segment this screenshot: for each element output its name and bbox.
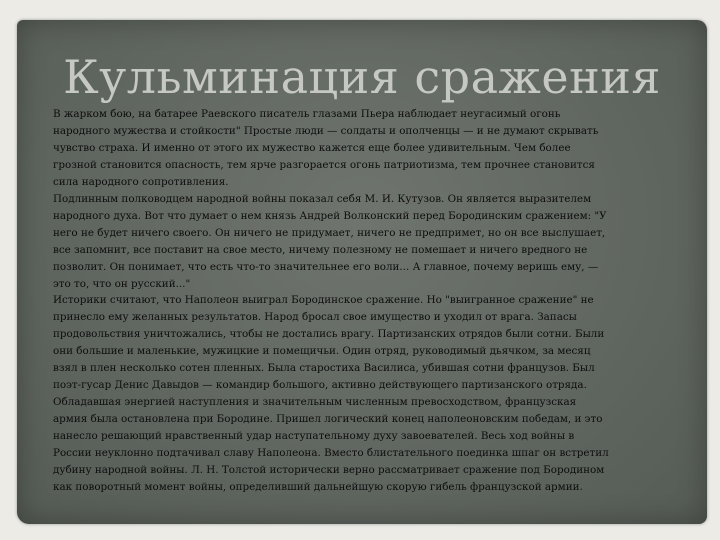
body-line: продовольствия уничтожались, чтобы не достались врагу. Партизанских отрядов были сотни. Были (53, 328, 605, 341)
body-line: России неуклонно подтачивал славу Наполеона. Вместо блистательного поединка шпаг он встретил (53, 447, 609, 460)
body-line: нанесло решающий нравственный удар наступательному духу завоевателей. Весь ход войны в (53, 430, 575, 443)
slide-panel (17, 20, 707, 524)
body-line: дубину народной войны. Л. Н. Толстой исторически верно рассматривает сражение под Бородином (53, 464, 605, 477)
body-line: Историки считают, что Наполеон выиграл Бородинское сражение. Но "выигранное сражение" не (53, 294, 594, 307)
body-line: армия была остановлена при Бородине. Пришел логический конец наполеоновским победам, и это (53, 413, 603, 426)
body-line: все запомнит, все поставит на свое место, ничему полезному не помешает и ничего вредного не (53, 243, 588, 256)
body-line: как поворотный момент войны, определивший дальнейшую скорую гибель французской армии. (53, 480, 583, 493)
body-line: Обладавшая энергией наступления и значительным численным превосходством, французская (53, 396, 577, 409)
body-line: народного мужества и стойкости" Простые люди — солдаты и ополченцы — и не думают скрывать (53, 124, 599, 137)
body-line: него не будет ничего своего. Он ничего не придумает, ничего не предпримет, но он все выслушает, (53, 226, 606, 239)
slide-title: Кульминация сражения (63, 50, 661, 104)
body-line: принесло ему желанных результатов. Народ бросал свое имущество и уходил от врага. Запасы (53, 311, 577, 324)
body-line: поэт-гусар Денис Давыдов — командир большого, активно действующего партизанского отряда. (53, 379, 587, 392)
body-line: В жарком бою, на батарее Раевского писатель глазами Пьера наблюдает неугасимый огонь (53, 108, 561, 120)
body-line: народного духа. Вот что думает о нем князь Андрей Волконский перед Бородинским сражением: "У (53, 209, 607, 222)
body-line: чувство страха. И именно от этого их мужество кажется еще более удивительным. Чем более (53, 141, 571, 154)
body-line: грозной становится опасность, тем ярче разгорается огонь патриотизма, тем прочнее становится (53, 158, 595, 171)
body-line: Подлинным полководцем народной войны показал себя М. И. Кутузов. Он является выразителем (53, 192, 592, 205)
body-line: сила народного сопротивления. (53, 175, 229, 188)
body-line: позволит. Он понимает, что есть что-то значительнее его воли... А главное, почему веришь ему, — (53, 260, 599, 273)
body-line: взял в плен несколько сотен пленных. Была старостиха Василиса, убившая сотни французов. Был (53, 362, 595, 375)
body-line: они большие и маленькие, мужицкие и помещичьи. Один отряд, руководимый дьячком, за месяц (53, 345, 591, 358)
slide-body-text (53, 106, 697, 496)
body-line: это то, что он русский..." (53, 277, 191, 290)
